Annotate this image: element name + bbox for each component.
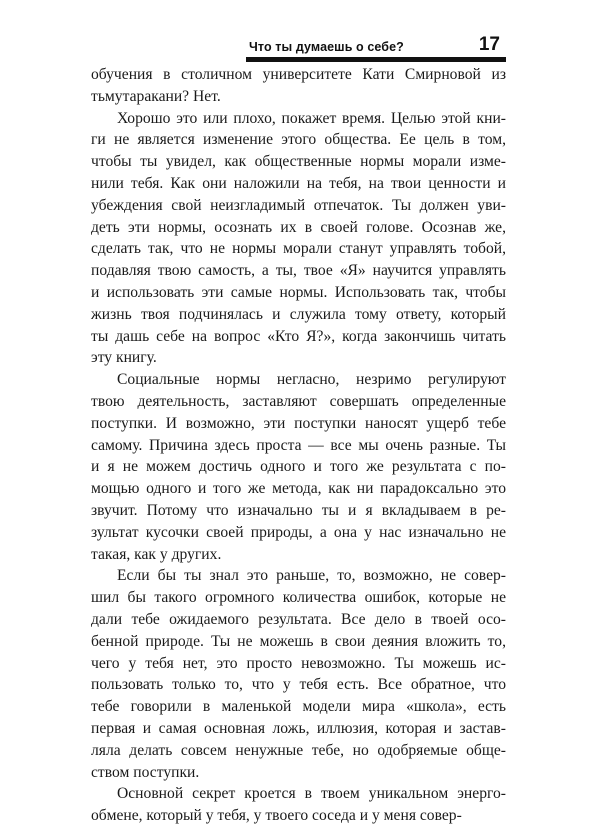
text-line: жизнь твоя подчинялась и служила тому ответу, который (91, 305, 506, 323)
text-line: Социальные нормы негласно, незримо регулируют (117, 371, 506, 389)
text-line: пользовать только то, что у тебя есть. Все обратное, что (91, 676, 506, 694)
page-header (91, 34, 506, 62)
paragraph (91, 565, 506, 783)
header-rule (246, 57, 506, 62)
text-line: Основной секрет кроется в твоем уникальном энерго- (117, 785, 506, 803)
text-line: эту книгу. (91, 349, 157, 367)
text-line: чтобы ты увидел, как общественные нормы морали изме- (91, 153, 506, 171)
text-line: убеждения свой неизгладимый отпечаток. Ты должен уви- (91, 196, 506, 214)
text-line: Хорошо это или плохо, покажет время. Целью этой кни- (117, 109, 506, 127)
text-line: зультат кусочки своей природы, а она у нас изначально не (91, 523, 506, 541)
text-line: дали тебе ожидаемого результата. Все дело в твоей осо- (91, 610, 506, 628)
text-line: сделать так, что не нормы морали станут управлять тобой, (91, 240, 506, 258)
text-line: и использовать эти самые нормы. Использовать так, чтобы (91, 283, 506, 301)
page-number: 17 (478, 34, 500, 55)
text-line: нили тебя. Как они наложили на тебя, на твои ценности и (91, 174, 506, 192)
text-line: ты дашь себе на вопрос «Кто Я?», когда закончишь читать (91, 327, 506, 345)
text-line: ством поступки. (91, 763, 200, 781)
text-line: шил бы такого огромного количества ошибок, которые не (91, 589, 506, 607)
paragraph (91, 64, 506, 108)
text-line: и я не можем достичь одного и того же результата с по- (91, 458, 506, 476)
text-line: обмене, который у тебя, у твоего соседа и у меня совер- (91, 807, 462, 825)
text-line: звучит. Потому что изначально ты и я вкладываем в ре- (91, 501, 506, 519)
text-line: твою деятельность, заставляют совершать определенные (91, 392, 506, 410)
text-line: деть эти нормы, осознать их в своей голове. Осознав же, (91, 218, 506, 236)
text-line: первая и самая основная ложь, иллюзия, которая и застав- (91, 719, 506, 737)
text-line: самому. Причина здесь проста — все мы очень разные. Ты (91, 436, 506, 454)
text-line: тебе говорили в маленькой модели мира «школа», есть (91, 698, 506, 716)
text-line: ги не является изменение этого общества. Ее цель в том, (91, 131, 506, 149)
body-text (91, 64, 506, 827)
text-line: мощью одного и того же метода, как ни парадоксально это (91, 480, 506, 498)
text-line: Если бы ты знал это раньше, то, возможно, не совер- (117, 567, 506, 585)
text-line: ляла делать совсем ненужные тебе, но одобряемые обще- (91, 741, 506, 759)
running-title: Что ты думаешь о себе? (249, 40, 404, 54)
text-line: бенной природе. Ты не можешь в свои деяния вложить то, (91, 632, 506, 650)
text-line: чего у тебя нет, это просто невозможно. Ты можешь ис- (91, 654, 506, 672)
text-line: подавляя твою самость, а ты, твое «Я» научится управлять (91, 262, 506, 280)
text-line: обучения в столичном университете Кати Смирновой из (91, 66, 506, 83)
paragraph (91, 783, 506, 827)
paragraph (91, 108, 506, 370)
text-line: тьмутаракани? Нет. (91, 87, 221, 105)
text-line: поступки. И возможно, эти поступки наносят ущерб тебе (91, 414, 506, 432)
text-line: такая, как у других. (91, 545, 222, 563)
paragraph (91, 369, 506, 565)
